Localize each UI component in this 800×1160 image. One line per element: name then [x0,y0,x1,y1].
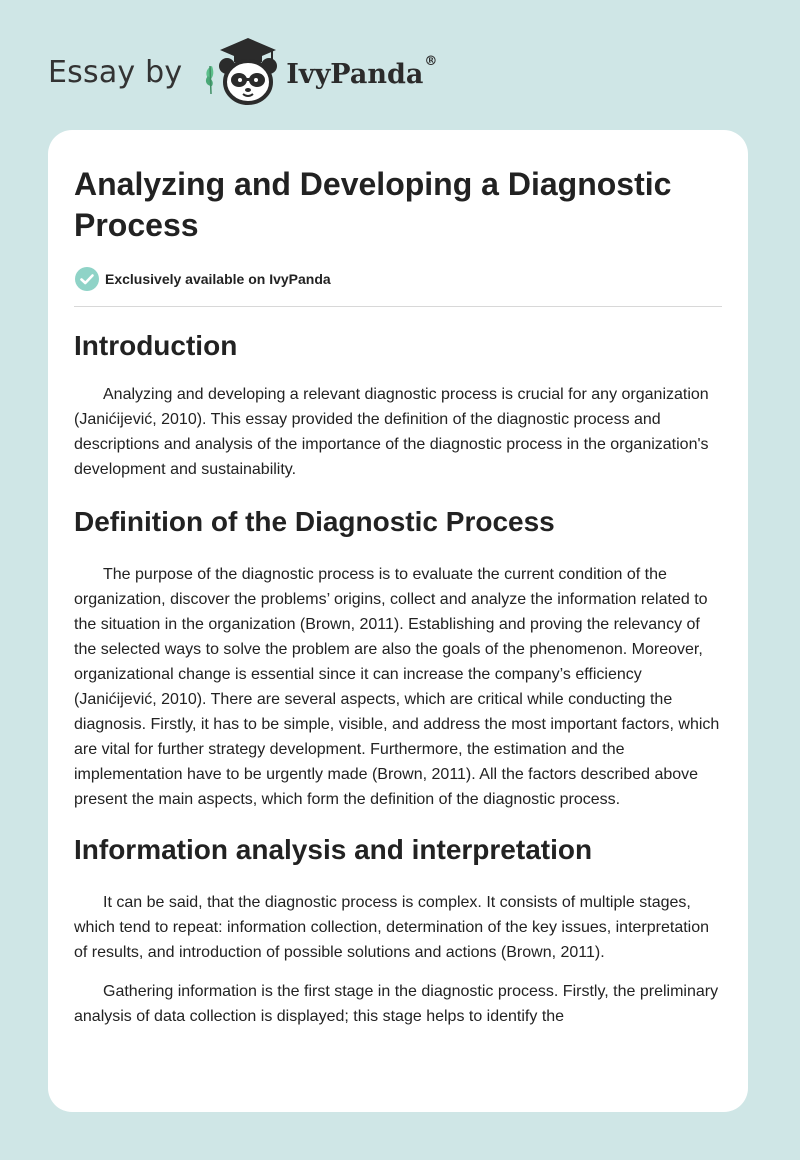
divider [74,306,722,307]
essay-by-label: Essay by [48,54,183,90]
essay-card [48,130,748,1112]
brand-name[interactable]: IvyPanda® [286,53,438,90]
essay-title: Analyzing and Developing a Diagnostic Process [74,166,672,243]
site-header [48,36,437,108]
panda-graduate-icon[interactable] [200,36,280,108]
section-heading-information-analysis: Information analysis and interpretation [74,834,593,865]
paragraph: Gathering information is the first stage in the diagnostic process. Firstly, the preliminary analysis of data collection is displayed; this stage helps to identify the [74,983,719,1025]
paragraph: The purpose of the diagnostic process is to evaluate the current condition of the organization, discover the problems’ origins, collect and analyze the information related to the situation in the organization (Brown, 2011). Establishing and proving the relevancy of the selected ways to solve the problem are also the goals of the phenomenon. Moreover, organizational change is essential since it can increase the company’s efficiency (Janićijević, 2010). There are several aspects, which are critical while conducting the diagnosis. Firstly, it has to be simple, visible, and address the most important factors, which are vital for further strategy development. Furthermore, the estimation and the implementation have to be urgently made (Brown, 2011). All the factors described above present the main aspects, which form the definition of the diagnostic process. [74,566,720,808]
paragraph: It can be said, that the diagnostic process is complex. It consists of multiple stages, which tend to repeat: information collection, determination of the key issues, interpretation of results, and introduction of possible solutions and actions (Brown, 2011). [74,894,710,961]
check-circle-icon [74,266,100,292]
section-heading-definition: Definition of the Diagnostic Process [74,506,555,537]
badge-text: Exclusively available on IvyPanda [105,271,331,287]
paragraph: Analyzing and developing a relevant diagnostic process is crucial for any organization (Janićijević, 2010). This essay provided the definition of the diagnostic process and descriptions and analysis of the importance of the diagnostic process in the organization's development and sustainability. [74,386,709,478]
section-heading-introduction: Introduction [74,330,238,361]
registered-mark: ® [424,53,438,69]
exclusive-badge [74,266,722,292]
